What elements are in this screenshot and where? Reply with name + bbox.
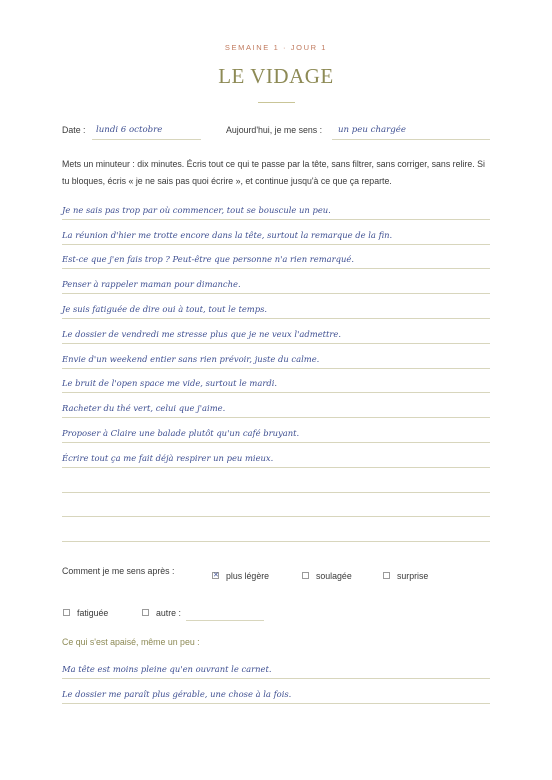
feeling-label: Aujourd'hui, je me sens :	[226, 125, 323, 135]
checkbox-icon[interactable]	[302, 572, 309, 579]
writing-line[interactable]	[62, 468, 490, 493]
writing-line[interactable]	[62, 319, 490, 344]
checkbox-checked-icon[interactable]: ✕	[213, 572, 219, 579]
other-underline	[186, 620, 264, 621]
calm-text: Le dossier me paraît plus gérable, une chose à la fois.	[62, 688, 292, 699]
feeling-value[interactable]: un peu chargée	[338, 125, 406, 135]
calm-text: Ma tête est moins pleine qu'en ouvrant le carnet.	[62, 663, 272, 674]
instructions: Mets un minuteur : dix minutes. Écris tout ce qui te passe par la tête, sans filtrer, sans corriger, sans relire. Si tu bloques, écris « je ne sais pas quoi écrire », et continue jusqu'à ce que ça reparte.	[62, 159, 485, 186]
entry-text: Envie d'un weekend entier sans rien prévoir, juste du calme.	[62, 353, 320, 364]
writing-line[interactable]	[62, 269, 490, 294]
entry-text: Le dossier de vendredi me stresse plus que je ne veux l'admettre.	[62, 328, 342, 339]
calm-label: Ce qui s'est apaisé, même un peu :	[62, 637, 200, 647]
date-label: Date :	[62, 125, 86, 135]
entry-text: Est-ce que j'en fais trop ? Peut-être que personne n'a rien remarqué.	[62, 254, 355, 265]
entry-text: Racheter du thé vert, celui que j'aime.	[62, 403, 226, 414]
after-label: Comment je me sens après :	[62, 566, 175, 576]
checkbox-icon[interactable]	[63, 609, 70, 616]
writing-line[interactable]	[62, 393, 490, 418]
writing-line[interactable]	[62, 443, 490, 468]
option-label: surprise	[397, 571, 429, 581]
entry-text: Proposer à Claire une balade plutôt qu'un café bruyant.	[62, 427, 300, 438]
option-label: plus légère	[226, 571, 270, 581]
option-label: autre :	[156, 608, 181, 618]
writing-line[interactable]	[62, 369, 490, 394]
writing-line[interactable]	[62, 245, 490, 270]
writing-line[interactable]	[62, 344, 490, 369]
option-label: fatiguée	[77, 608, 109, 618]
calm-line[interactable]	[62, 679, 490, 704]
title-divider	[258, 102, 295, 103]
entry-text: Écrire tout ça me fait déjà respirer un peu mieux.	[62, 452, 274, 463]
entry-text: Je ne sais pas trop par où commencer, tout se bouscule un peu.	[62, 204, 331, 215]
writing-line[interactable]	[62, 493, 490, 518]
calm-line[interactable]	[62, 654, 490, 679]
checkbox-icon[interactable]	[142, 609, 149, 616]
writing-line[interactable]	[62, 195, 490, 220]
writing-line[interactable]	[62, 220, 490, 245]
checkbox-icon[interactable]	[383, 572, 390, 579]
entry-text: La réunion d'hier me trotte encore dans la tête, surtout la remarque de la fin.	[62, 229, 393, 240]
date-value[interactable]: lundi 6 octobre	[96, 125, 163, 135]
entry-text: Le bruit de l'open space me vide, surtout le mardi.	[62, 378, 278, 389]
entry-text: Je suis fatiguée de dire oui à tout, tout le temps.	[62, 303, 268, 314]
entry-text: Penser à rappeler maman pour dimanche.	[62, 279, 241, 290]
writing-line[interactable]	[62, 294, 490, 319]
option-label: soulagée	[316, 571, 352, 581]
writing-line[interactable]	[62, 517, 490, 542]
feeling-underline	[332, 139, 490, 140]
writing-line[interactable]	[62, 418, 490, 443]
page-kicker: SEMAINE 1 · JOUR 1	[224, 43, 328, 52]
date-underline	[92, 139, 201, 140]
page-title: LE VIDAGE	[218, 64, 334, 88]
